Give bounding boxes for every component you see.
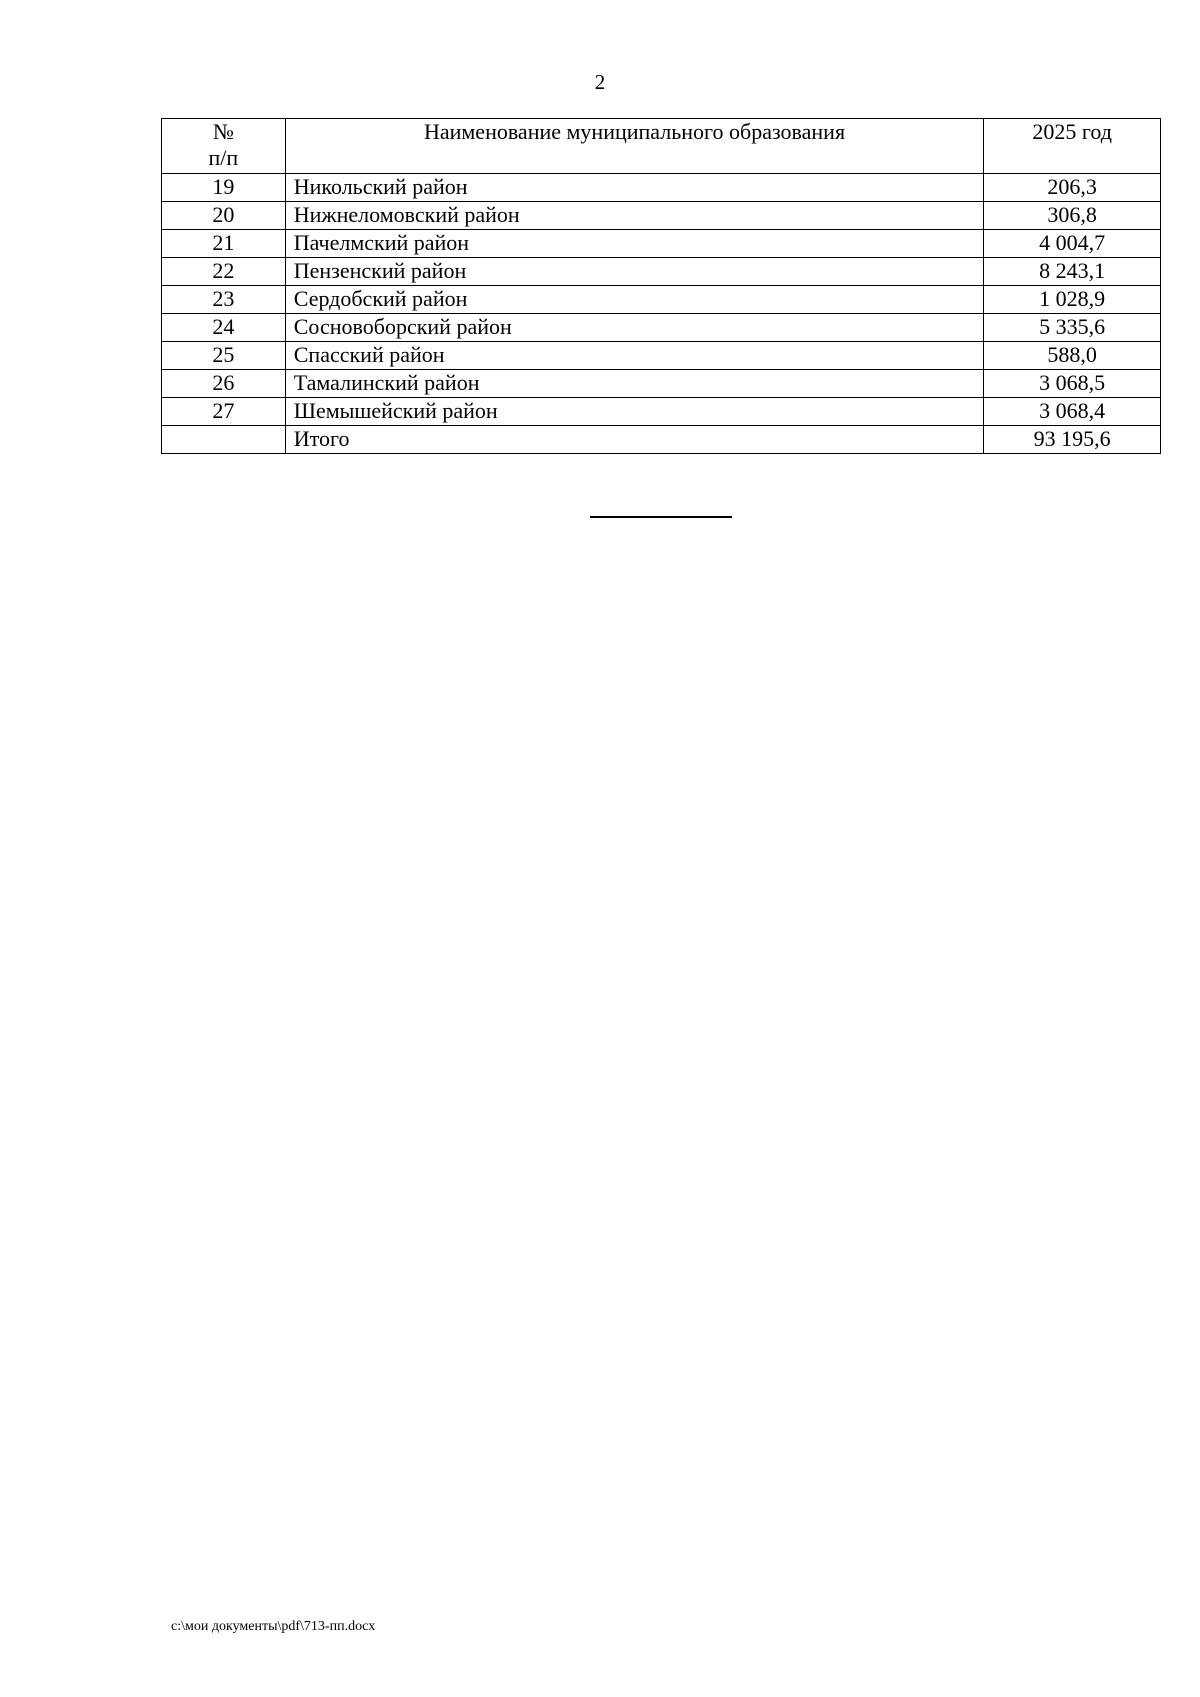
row-name: Сердобский район bbox=[285, 286, 984, 314]
row-value: 306,8 bbox=[984, 202, 1161, 230]
row-number: 25 bbox=[162, 342, 286, 370]
table-row bbox=[162, 258, 1161, 286]
row-value: 3 068,4 bbox=[984, 398, 1161, 426]
row-value: 206,3 bbox=[984, 174, 1161, 202]
row-number: 21 bbox=[162, 230, 286, 258]
table-row bbox=[162, 370, 1161, 398]
row-number: 27 bbox=[162, 398, 286, 426]
table-row bbox=[162, 230, 1161, 258]
table-row bbox=[162, 202, 1161, 230]
footer-file-path: c:\мои документы\pdf\713-пп.docx bbox=[171, 1619, 376, 1634]
row-name: Пензенский район bbox=[285, 258, 984, 286]
budget-table bbox=[161, 118, 1161, 454]
row-name: Никольский район bbox=[285, 174, 984, 202]
row-number: 26 bbox=[162, 370, 286, 398]
row-value: 588,0 bbox=[984, 342, 1161, 370]
table-row bbox=[162, 174, 1161, 202]
table-row bbox=[162, 398, 1161, 426]
page-number: 2 bbox=[594, 70, 606, 94]
row-value: 3 068,5 bbox=[984, 370, 1161, 398]
row-number: 24 bbox=[162, 314, 286, 342]
row-name: Пачелмский район bbox=[285, 230, 984, 258]
row-value: 5 335,6 bbox=[984, 314, 1161, 342]
header-name: Наименование муниципального образования bbox=[285, 119, 984, 174]
table-row bbox=[162, 342, 1161, 370]
row-name: Спасский район bbox=[285, 342, 984, 370]
row-value: 1 028,9 bbox=[984, 286, 1161, 314]
row-number: 19 bbox=[162, 174, 286, 202]
table-row bbox=[162, 286, 1161, 314]
separator-line bbox=[590, 516, 732, 518]
row-number: 22 bbox=[162, 258, 286, 286]
row-name: Сосновоборский район bbox=[285, 314, 984, 342]
row-name: Нижнеломовский район bbox=[285, 202, 984, 230]
row-value: 93 195,6 bbox=[984, 426, 1161, 454]
table-row bbox=[162, 426, 1161, 454]
table-body bbox=[162, 174, 1161, 454]
row-number: 20 bbox=[162, 202, 286, 230]
table-header-row bbox=[162, 119, 1161, 174]
row-value: 8 243,1 bbox=[984, 258, 1161, 286]
row-name: Шемышейский район bbox=[285, 398, 984, 426]
table-row bbox=[162, 314, 1161, 342]
row-number bbox=[162, 426, 286, 454]
row-value: 4 004,7 bbox=[984, 230, 1161, 258]
row-name: Итого bbox=[285, 426, 984, 454]
row-name: Тамалинский район bbox=[285, 370, 984, 398]
header-year: 2025 год bbox=[984, 119, 1161, 174]
row-number: 23 bbox=[162, 286, 286, 314]
header-number: № п/п bbox=[162, 119, 286, 174]
